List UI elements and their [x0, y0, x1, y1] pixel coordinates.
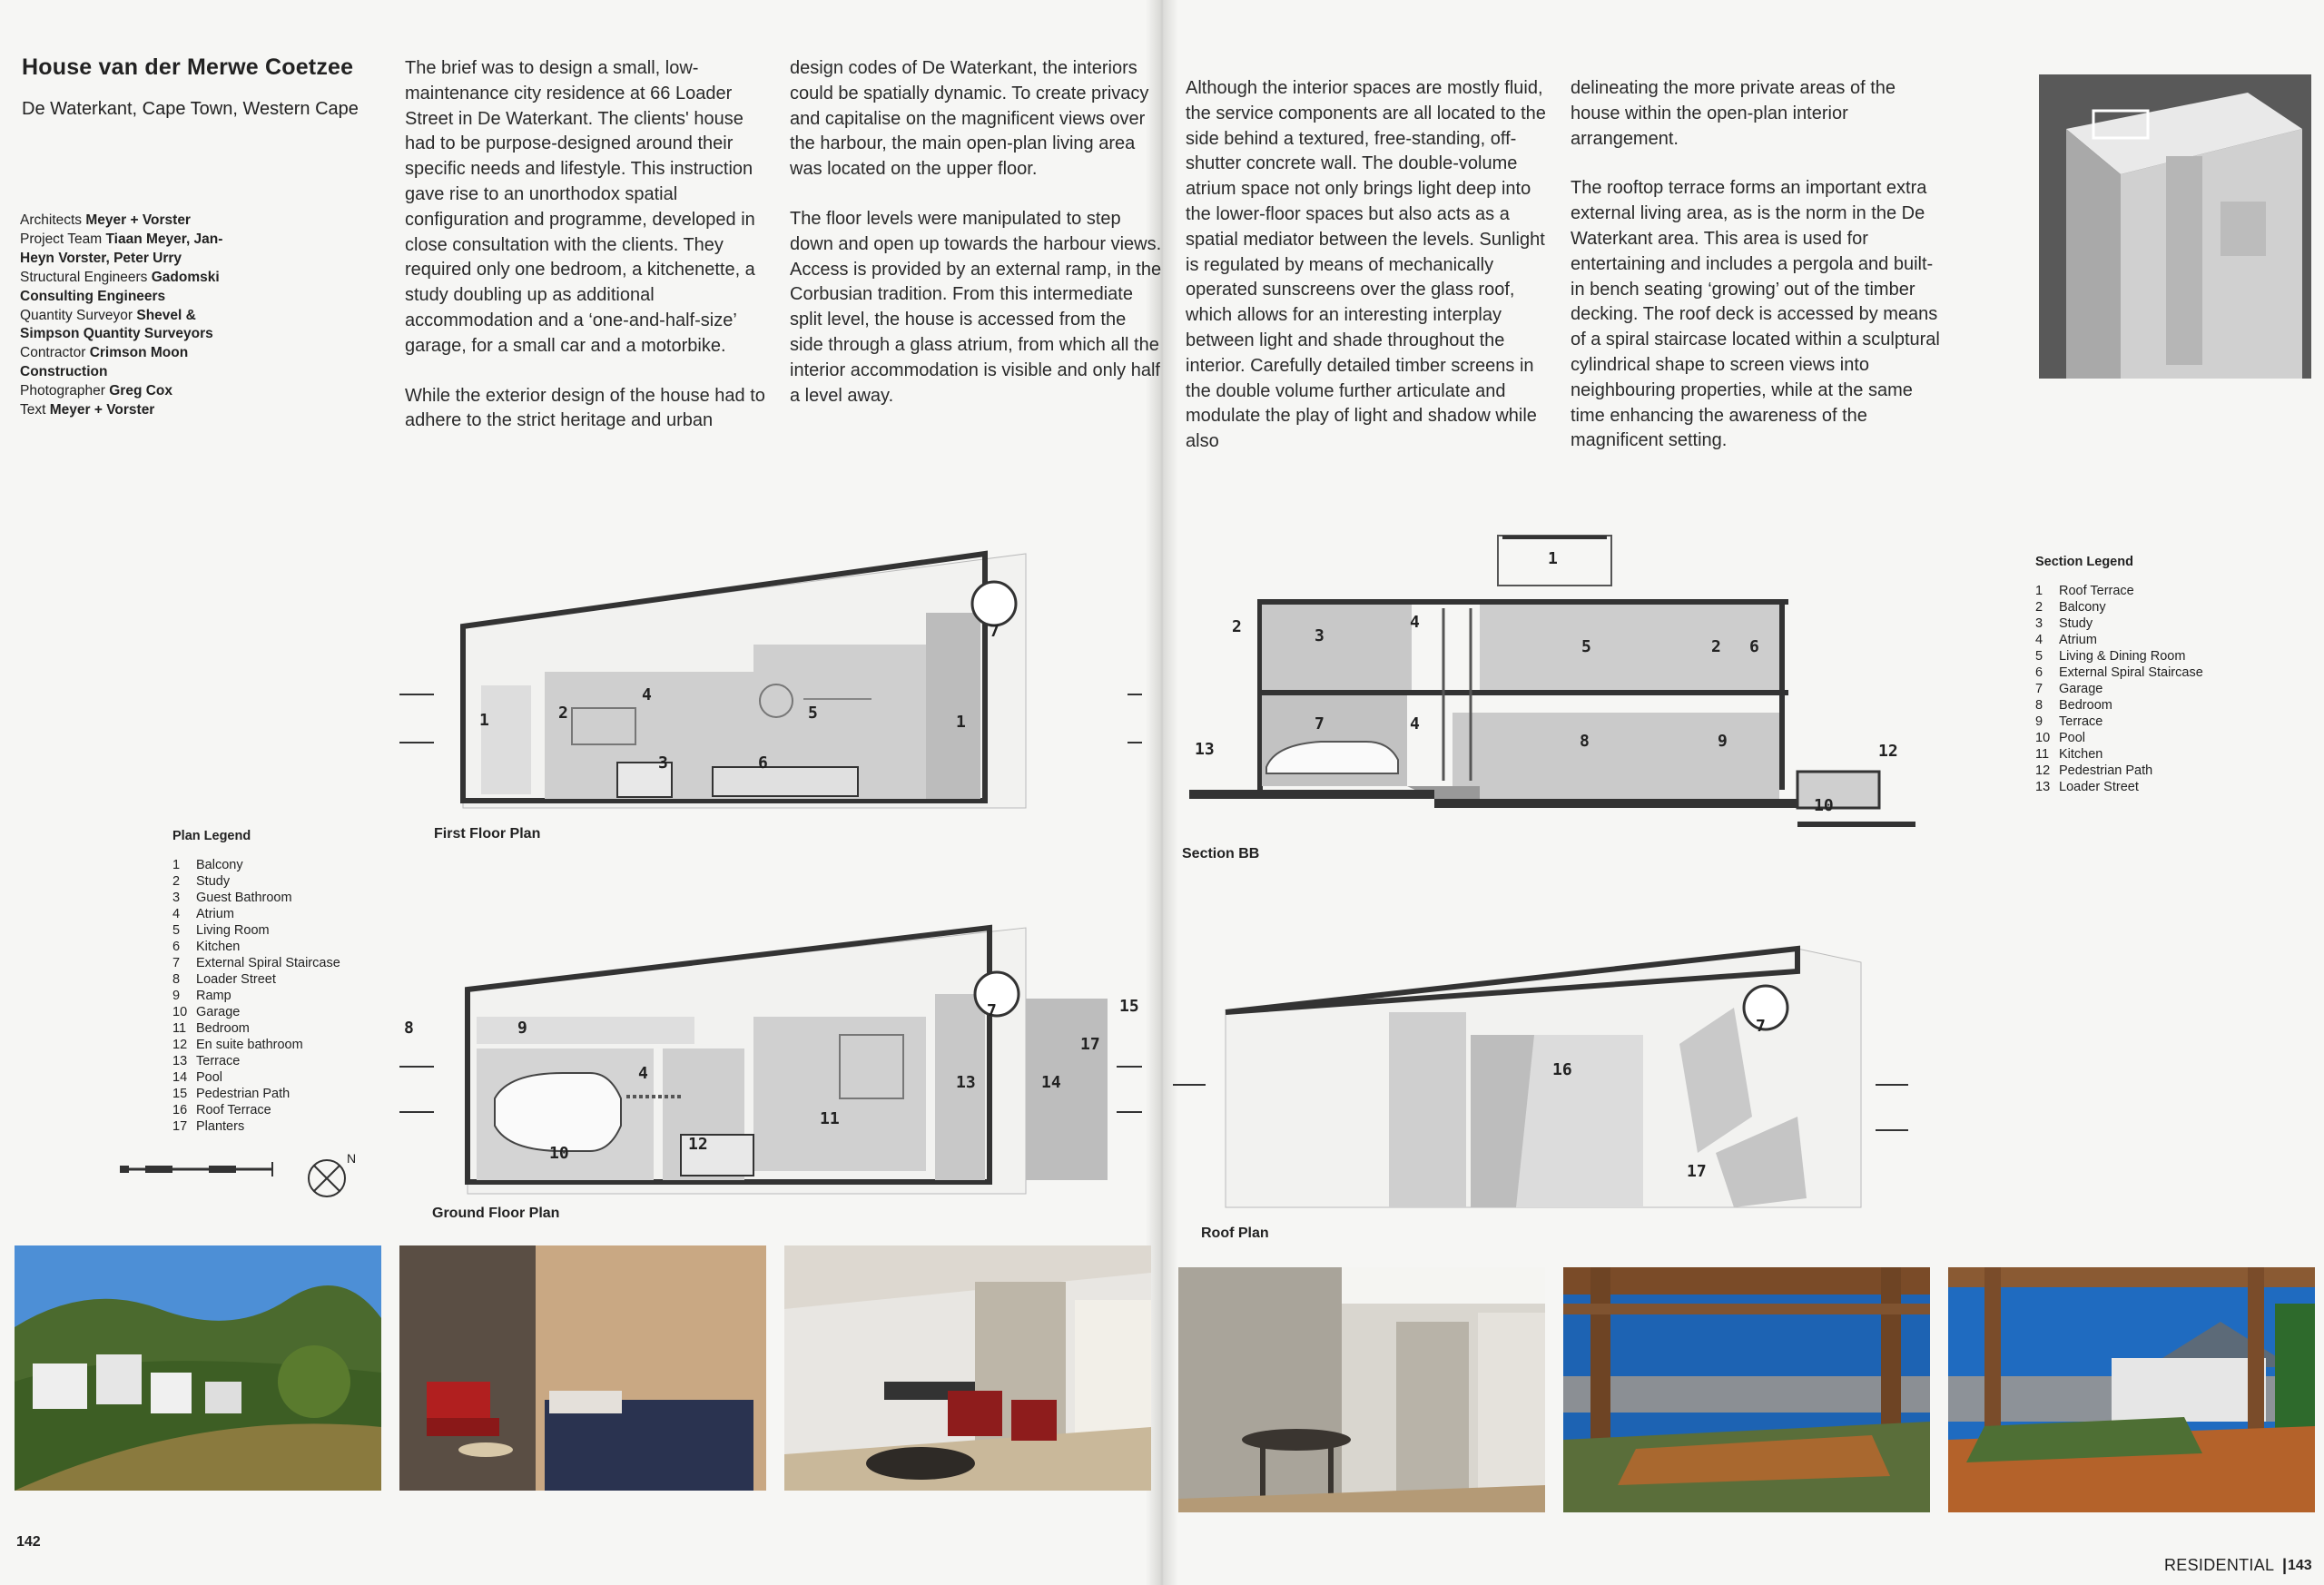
- legend-item: [2035, 665, 2308, 681]
- legend-text: Study: [196, 874, 231, 889]
- plan-label: 1: [956, 713, 966, 732]
- legend-text: Roof Terrace: [196, 1103, 271, 1117]
- legend-item: [2035, 615, 2308, 632]
- plan-label: 12: [1878, 742, 1898, 761]
- ground-floor-caption: Ground Floor Plan: [432, 1206, 560, 1221]
- legend-item: [172, 939, 381, 955]
- plan-label: 7: [990, 622, 1000, 641]
- legend-text: Terrace: [2059, 714, 2103, 729]
- legend-text: External Spiral Staircase: [2059, 665, 2203, 680]
- legend-number: 9: [2035, 714, 2043, 729]
- legend-text: Guest Bathroom: [196, 891, 292, 905]
- legend-text: Pedestrian Path: [196, 1087, 290, 1101]
- legend-number: 1: [2035, 584, 2043, 598]
- legend-number: 3: [172, 891, 181, 905]
- credit-project-team: Project Team Tiaan Meyer, Jan-Heyn Vorster, Peter Urry: [20, 231, 223, 266]
- legend-item: [172, 971, 381, 988]
- plan-label: 9: [1718, 732, 1728, 751]
- text-column-1: [405, 56, 773, 458]
- photo-bedroom: [399, 1245, 766, 1491]
- legend-text: Garage: [2059, 682, 2103, 696]
- plan-label: 8: [404, 1019, 414, 1038]
- legend-number: 10: [172, 1005, 188, 1019]
- plan-label: 4: [1410, 613, 1420, 632]
- scale-bar: [118, 1151, 281, 1187]
- legend-number: 11: [172, 1021, 187, 1036]
- plan-label: 9: [517, 1019, 527, 1038]
- legend-number: 10: [2035, 731, 2051, 745]
- section-caption: Section BB: [1182, 846, 1260, 861]
- plan-label: 3: [658, 753, 668, 773]
- section-legend-title: Section Legend: [2035, 555, 2133, 569]
- legend-number: 1: [172, 858, 181, 872]
- legend-text: Planters: [196, 1119, 245, 1134]
- paragraph: The brief was to design a small, low-maintenance city residence at 66 Loader Street in De Waterkant. The clients' house had to be purpose-designed around their specific needs and lifestyle. This instruction gave rise to an unorthodox spatial configuration and programme, developed in close consultation with the clients. They required only one bedroom, a kitchenette, a study doubling up as additional accommodation and a ‘one-and-half-size’ garage, for a small car and a motorbike.: [405, 58, 755, 356]
- legend-number: 6: [172, 940, 181, 954]
- legend-item: [2035, 583, 2308, 599]
- plan-label: 6: [1749, 637, 1759, 656]
- legend-item: [172, 922, 381, 939]
- legend-number: 11: [2035, 747, 2050, 762]
- plan-label: 14: [1041, 1073, 1061, 1092]
- legend-item: [172, 988, 381, 1004]
- legend-text: Living & Dining Room: [2059, 649, 2186, 664]
- roof-plan-caption: Roof Plan: [1201, 1226, 1269, 1241]
- legend-item: [172, 857, 381, 873]
- paragraph: The rooftop terrace forms an important extra external living area, as is the norm in the De Waterkant area. This area is used for entertaining and includes a pergola and built-in bench seating ‘growing’ out of the timber decking. The roof deck is accessed by means of a spiral staircase located within a sculptural cylindrical shape to screen views into neighbouring properties, while at the same time enhancing the awareness of the magnificent setting.: [1571, 178, 1940, 451]
- legend-item: [172, 1020, 381, 1037]
- plan-label: 2: [1232, 617, 1242, 636]
- legend-item: [172, 1004, 381, 1020]
- paragraph: design codes of De Waterkant, the interiors could be spatially dynamic. To create privacy and capitalise on the magnificent views over the harbour, the main open-plan living area was located on the upper floor.: [790, 58, 1149, 180]
- legend-text: Atrium: [196, 907, 234, 921]
- north-arrow-icon: [307, 1156, 352, 1201]
- legend-text: Pool: [196, 1070, 223, 1085]
- legend-number: 12: [172, 1038, 188, 1052]
- plan-label: 11: [820, 1109, 840, 1128]
- legend-text: Bedroom: [196, 1021, 250, 1036]
- legend-text: Loader Street: [196, 972, 276, 987]
- plan-label: 6: [758, 753, 768, 773]
- legend-item: [172, 1102, 381, 1118]
- legend-item: [172, 1037, 381, 1053]
- legend-number: 7: [172, 956, 181, 970]
- plan-label: 16: [1552, 1060, 1572, 1079]
- photo-roof-terrace-pergola: [1563, 1267, 1930, 1512]
- project-header: [22, 54, 385, 120]
- first-floor-labels: [386, 536, 1139, 812]
- legend-text: External Spiral Staircase: [196, 956, 340, 970]
- plan-legend-title: Plan Legend: [172, 829, 251, 843]
- legend-text: Balcony: [2059, 600, 2106, 615]
- plan-label: 17: [1687, 1162, 1707, 1181]
- page-number-right: 143: [2288, 1558, 2312, 1573]
- plan-label: 10: [1814, 796, 1834, 815]
- plan-label: 13: [1195, 740, 1215, 759]
- legend-text: Atrium: [2059, 633, 2097, 647]
- legend-number: 4: [2035, 633, 2043, 647]
- legend-item: [2035, 779, 2308, 795]
- credit-photographer: Photographer Greg Cox: [20, 383, 173, 399]
- photo-roof-terrace-seating: [1948, 1267, 2315, 1512]
- plan-label: 7: [987, 1001, 997, 1020]
- legend-text: Garage: [196, 1005, 241, 1019]
- text-column-4: [1571, 76, 1943, 478]
- paragraph: Although the interior spaces are mostly fluid, the service components are all located to the side behind a textured, free-standing, off-shutter concrete wall. The double-volume atrium space not only brings light deep into the lower-floor spaces but also acts as a spatial mediator between the levels. Sunlight is regulated by means of mechanically operated sunscreens over the glass roof, which allows for an interesting interplay between light and shade throughout the interior. Carefully detailed timber screens in the double volume further articulate and modulate the play of light and shadow while also: [1186, 78, 1546, 452]
- legend-text: Terrace: [196, 1054, 241, 1068]
- plan-label: 5: [808, 704, 818, 723]
- legend-number: 8: [2035, 698, 2043, 713]
- legend-text: Ramp: [196, 989, 231, 1003]
- legend-item: [2035, 730, 2308, 746]
- footer-section-label: RESIDENTIAL |: [2164, 1556, 2288, 1574]
- legend-number: 12: [2035, 763, 2051, 778]
- legend-item: [2035, 648, 2308, 665]
- legend-number: 2: [2035, 600, 2043, 615]
- plan-label: 3: [1315, 626, 1324, 645]
- plan-label: 17: [1080, 1035, 1100, 1054]
- plan-label: 13: [956, 1073, 976, 1092]
- plan-label: 7: [1315, 714, 1324, 733]
- credits-block: [20, 212, 238, 420]
- plan-legend: [172, 828, 381, 1135]
- legend-number: 5: [2035, 649, 2043, 664]
- plan-label: 1: [479, 711, 489, 730]
- legend-number: 5: [172, 923, 181, 938]
- legend-number: 7: [2035, 682, 2043, 696]
- plan-label: 15: [1119, 997, 1139, 1016]
- legend-text: Balcony: [196, 858, 243, 872]
- legend-number: 9: [172, 989, 181, 1003]
- legend-item: [172, 1053, 381, 1069]
- legend-item: [2035, 746, 2308, 763]
- legend-number: 6: [2035, 665, 2043, 680]
- legend-number: 17: [172, 1119, 188, 1134]
- plan-label: 4: [638, 1064, 648, 1083]
- legend-item: [2035, 681, 2308, 697]
- text-column-2: [790, 56, 1162, 433]
- legend-text: Loader Street: [2059, 780, 2139, 794]
- legend-item: [172, 890, 381, 906]
- plan-label: 2: [558, 704, 568, 723]
- project-title: House van der Merwe Coetzee: [22, 54, 354, 80]
- legend-item: [2035, 763, 2308, 779]
- photo-architectural-model: [2039, 74, 2311, 379]
- legend-item: [2035, 632, 2308, 648]
- legend-number: 8: [172, 972, 181, 987]
- legend-number: 15: [172, 1087, 188, 1101]
- legend-text: Study: [2059, 616, 2093, 631]
- legend-number: 4: [172, 907, 181, 921]
- plan-label: 4: [1410, 714, 1420, 733]
- credit-structural: Structural Engineers Gadomski Consulting Engineers: [20, 269, 220, 304]
- legend-text: Kitchen: [2059, 747, 2103, 762]
- legend-item: [2035, 697, 2308, 714]
- legend-number: 13: [172, 1054, 188, 1068]
- legend-item: [172, 1118, 381, 1135]
- legend-item: [172, 1069, 381, 1086]
- plan-label: 5: [1581, 637, 1591, 656]
- photo-dining-atrium: [1178, 1267, 1545, 1512]
- project-location: De Waterkant, Cape Town, Western Cape: [22, 99, 359, 119]
- plan-label: 2: [1711, 637, 1721, 656]
- page-number-left: 142: [16, 1534, 41, 1550]
- photo-exterior-hillside: [15, 1245, 381, 1491]
- legend-item: [172, 906, 381, 922]
- ground-floor-labels: [386, 917, 1139, 1207]
- credit-text: Text Meyer + Vorster: [20, 402, 155, 418]
- plan-label: 8: [1580, 732, 1590, 751]
- legend-text: Bedroom: [2059, 698, 2112, 713]
- text-column-3: [1186, 76, 1558, 479]
- plan-label: 12: [688, 1135, 708, 1154]
- north-label: N: [347, 1151, 357, 1166]
- plan-label: 4: [642, 685, 652, 704]
- legend-number: 2: [172, 874, 181, 889]
- section-legend: [2035, 554, 2308, 795]
- legend-text: Roof Terrace: [2059, 584, 2134, 598]
- roof-plan-labels: [1171, 935, 1915, 1226]
- legend-text: Living Room: [196, 923, 270, 938]
- paragraph: delineating the more private areas of the house within the open-plan interior arrangement.: [1571, 78, 1896, 149]
- legend-text: En suite bathroom: [196, 1038, 303, 1052]
- paragraph: While the exterior design of the house had to adhere to the strict heritage and urban: [405, 385, 765, 431]
- legend-text: Pool: [2059, 731, 2086, 745]
- credit-quantity-surveyor: Quantity Surveyor Shevel & Simpson Quantity Surveyors: [20, 307, 213, 342]
- legend-text: Kitchen: [196, 940, 241, 954]
- section-labels: [1180, 527, 1925, 840]
- legend-item: [172, 873, 381, 890]
- credit-architects: Architects Meyer + Vorster: [20, 212, 191, 228]
- legend-text: Pedestrian Path: [2059, 763, 2153, 778]
- plan-label: 7: [1756, 1017, 1766, 1036]
- plan-label: 10: [549, 1144, 569, 1163]
- credit-contractor: Contractor Crimson Moon Construction: [20, 345, 189, 380]
- legend-number: 3: [2035, 616, 2043, 631]
- legend-item: [172, 1086, 381, 1102]
- legend-number: 16: [172, 1103, 188, 1117]
- photo-living-room: [784, 1245, 1151, 1491]
- legend-item: [2035, 714, 2308, 730]
- first-floor-caption: First Floor Plan: [434, 826, 541, 842]
- legend-item: [2035, 599, 2308, 615]
- plan-label: 1: [1548, 549, 1558, 568]
- legend-number: 14: [172, 1070, 188, 1085]
- legend-item: [172, 955, 381, 971]
- paragraph: The floor levels were manipulated to step down and open up towards the harbour views. Access is provided by an external ramp, in the Corbusian tradition. From this intermediate split level, the house is accessed from the side through a glass atrium, from which all the interior accommodation is visible and only half a level away.: [790, 208, 1162, 406]
- legend-number: 13: [2035, 780, 2051, 794]
